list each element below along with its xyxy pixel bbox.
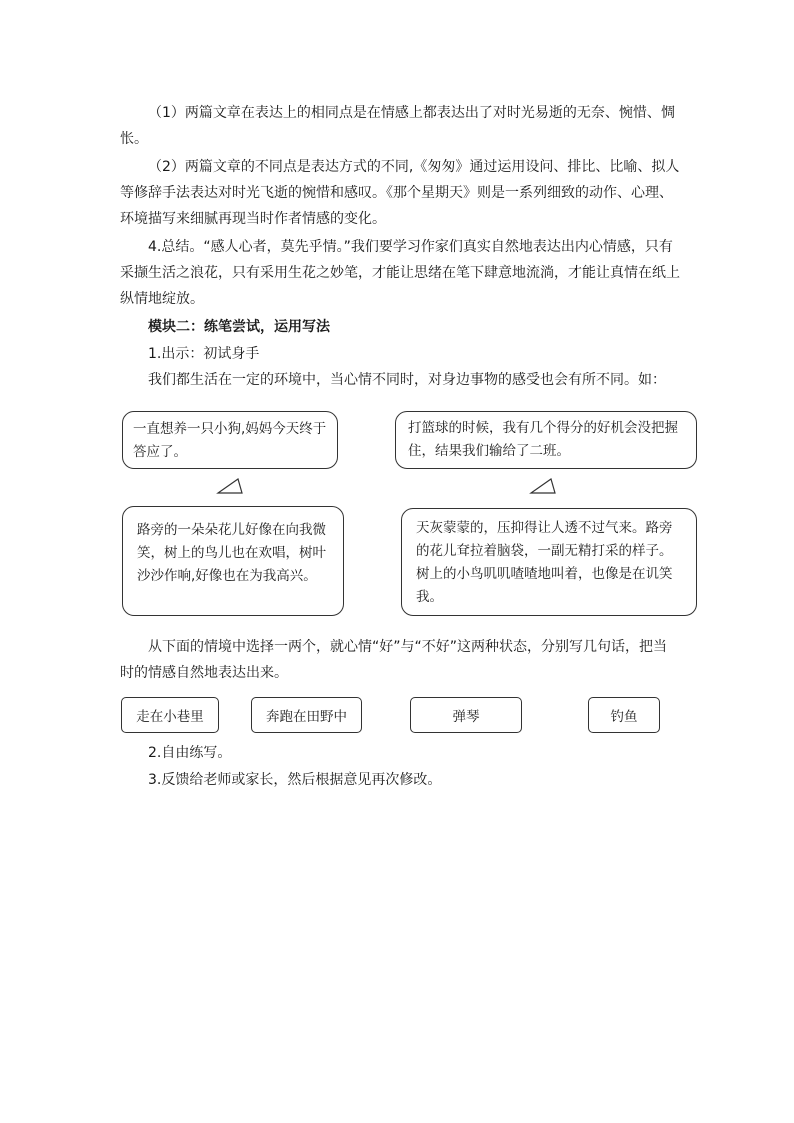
paragraph-1: （1）两篇文章在表达上的相同点是在情感上都表达出了对时光易逝的无奈、惋惜、惆怅。 — [120, 105, 675, 147]
example-box-left-top: 一直想养一只小狗,妈妈今天终于答应了。 — [122, 411, 338, 469]
example-box-right-bottom: 天灰蒙蒙的，压抑得让人透不过气来。路旁的花儿耷拉着脑袋，一副无精打采的样子。树上的小鸟叽叽喳喳地叫着，也像是在讥笑我。 — [401, 508, 697, 616]
scenario-box-field: 奔跑在田野中 — [251, 697, 362, 733]
scenario-box-fishing: 钓鱼 — [588, 697, 660, 733]
triangle-marker-left — [216, 477, 244, 495]
intro-text: 我们都生活在一定的环境中，当心情不同时，对身边事物的感受也会有所不同。如： — [148, 372, 666, 388]
scenario-box-piano: 弹琴 — [410, 697, 522, 733]
item-1: 1.出示：初试身手 — [148, 346, 260, 362]
triangle-marker-right — [529, 477, 557, 495]
item-2: 2.自由练写。 — [148, 745, 232, 761]
item-3: 3.反馈给老师或家长，然后根据意见再次修改。 — [148, 772, 442, 788]
example-box-left-bottom: 路旁的一朵朵花儿好像在向我微笑，树上的鸟儿也在欢唱，树叶沙沙作响,好像也在为我高兴。 — [122, 506, 344, 616]
module-title: 模块二：练笔尝试，运用写法 — [148, 319, 330, 335]
example-box-right-top: 打篮球的时候，我有几个得分的好机会没把握住，结果我们输给了二班。 — [395, 411, 697, 469]
scenario-box-alley: 走在小巷里 — [121, 697, 219, 733]
paragraph-summary: 4.总结。“感人心者，莫先乎情。”我们要学习作家们真实自然地表达出内心情感，只有采撷生活之浪花，只有采用生花之妙笔，才能让思绪在笔下肆意地流淌，才能让真情在纸上纵情地绽放。 — [120, 239, 680, 307]
instruction-text: 从下面的情境中选择一两个，就心情“好”与“不好”这两种状态，分别写几句话，把当时的情感自然地表达出来。 — [120, 639, 668, 681]
paragraph-2: （2）两篇文章的不同点是表达方式的不同,《匆匆》通过运用设问、排比、比喻、拟人等修辞手法表达对时光飞逝的惋惜和感叹。《那个星期天》则是一系列细致的动作、心理、环境描写来细腻再现当时作者情感的变化。 — [120, 159, 680, 227]
